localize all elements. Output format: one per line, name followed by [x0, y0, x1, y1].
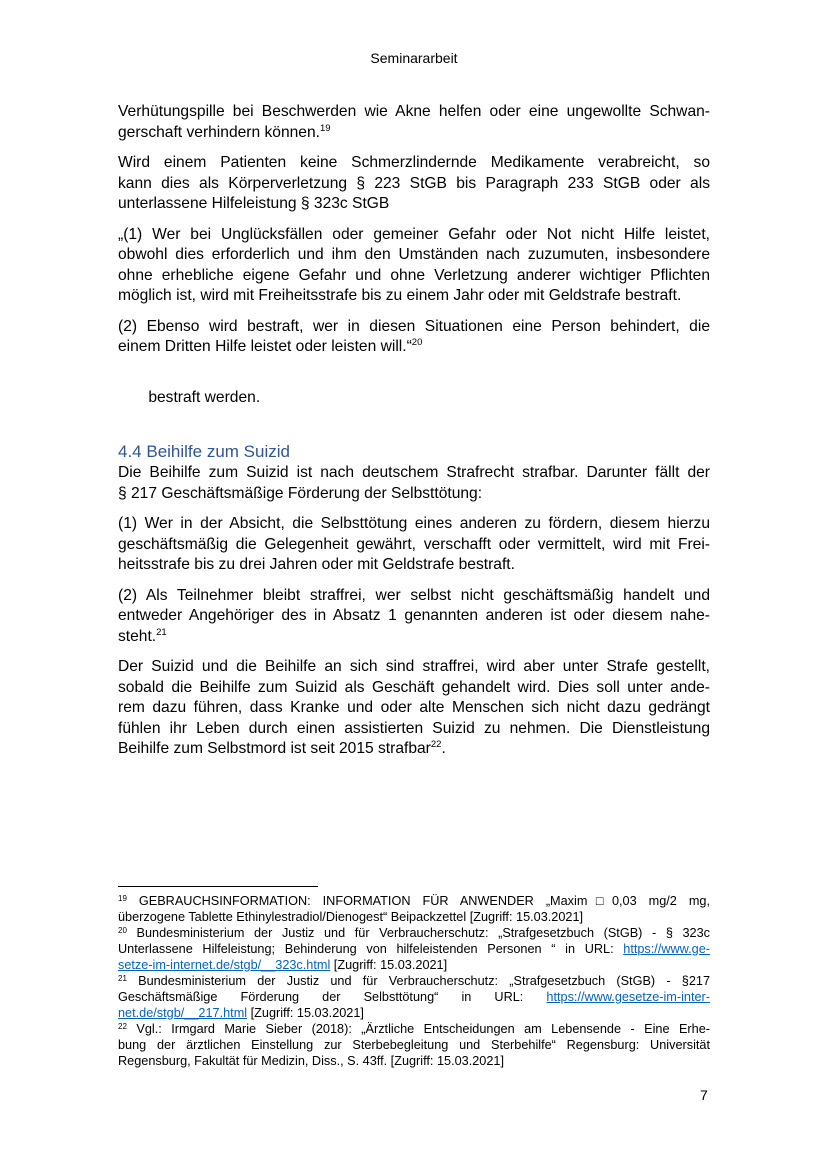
- footnote-19: $^{19}$ GEBRAUCHSINFORMATION: INFORMATION FÜR ANWENDER „Maxim□0,03 mg/2 mg, überzogene Tablette Ethinylestradiol/Dienogest“ Beipackzettel [Zugriff: 15.03.2021]: [118, 894, 710, 924]
- footnote-ref: 22: [430, 739, 442, 750]
- footnotes: [118, 893, 710, 1069]
- page-number: 7: [700, 1087, 708, 1103]
- footnote-ref: 19: [319, 122, 331, 134]
- paragraph: (1) Wer in der Absicht, die Selbsttötung eines anderen zu fördern, diesem hierzu geschäftsmäßig die Gelegenheit gewährt, verschafft oder vermittelt, wird mit Frei- heitsstrafe bis zu drei Jahren oder mit Geldstrafe bestraft.: [118, 515, 710, 573]
- footnote-ref: 20: [411, 337, 423, 348]
- footnote-link[interactable]: setze-im-internet.de/stgb/__323c.html: [118, 958, 331, 972]
- paragraph: (2) Als Teilnehmer bleibt straffrei, wer selbst nicht geschäftsmäßig handelt und entweder Angehöriger des in Absatz 1 genannten anderen ist oder diesem nahe- steht.$^{21}$: [118, 586, 710, 645]
- footnote-ref: 21: [156, 626, 167, 638]
- quote-paragraph: „(1) Wer bei Unglücksfällen oder gemeiner Gefahr oder Not nicht Hilfe leistet, obwohl dies erforderlich und ihm den Umständen nach zuzumuten, insbesondere ohne erhebliche eigene Gefahr und ohne Verletzung anderer wichtiger Pflichten möglich ist, wird mit Freiheitsstrafe bis zu einem Jahr oder mit Geldstrafe bestraft.: [118, 225, 710, 304]
- footnote-link[interactable]: https://www.ge-: [623, 942, 710, 956]
- footnote-22: $^{22}$ Vgl.: Irmgard Marie Sieber (2018): „Ärztliche Entscheidungen am Lebensende - Eine Erhe- bung der ärztlichen Einstellung zur Sterbebegleitung und Sterbehilfe“ Regensburg: Universität Regensburg, Fakultät für Medizin, Diss., S. 43ff. [Zugriff: 15.03.2021]: [118, 1022, 710, 1068]
- footnote-link[interactable]: net.de/stgb/__217.html: [118, 1006, 248, 1020]
- body-text: [118, 102, 710, 770]
- quote-paragraph: (2) Ebenso wird bestraft, wer in diesen Situationen eine Person behindert, die einem Dritten Hilfe leistet oder leisten will.“$^{20}$: [118, 317, 710, 355]
- footnote-link[interactable]: https://www.gesetze-im-inter-: [546, 990, 710, 1004]
- paragraph: Wird einem Patienten keine Schmerzlindernde Medikamente verabreicht, so kann dies als Körperverletzung § 223 StGB bis Paragraph 233 StGB oder als unterlassene Hilfeleistung § 323c StGB: [118, 154, 710, 212]
- paragraph: Verhütungspille bei Beschwerden wie Akne helfen oder eine ungewollte Schwan- gerschaft verhindern können.$^{19}$: [118, 103, 710, 141]
- footnote-separator: [118, 886, 318, 887]
- paragraph: Die Beihilfe zum Suizid ist nach deutschem Strafrecht strafbar. Darunter fällt der § 217 Geschäftsmäßige Förderung der Selbsttötung:: [118, 464, 710, 502]
- page-header: Seminararbeit: [370, 50, 458, 66]
- footnote-21: $^{21}$ Bundesministerium der Justiz und für Verbraucherschutz: „Strafgesetzbuch (StGB) - §217 Geschäftsmäßige Förderung der Selbsttötung“ in URL: https://www.gesetze-im-inter- net.de/stgb/__217.html [Zugriff: 15.03.2021]: [118, 974, 710, 1020]
- paragraph: bestraft werden.: [144, 389, 261, 406]
- footnote-20: $^{20}$ Bundesministerium der Justiz und für Verbraucherschutz: „Strafgesetzbuch (StGB) - § 323c Unterlassene Hilfeleistung; Behinderung von hilfeleistenden Personen “ in URL: https://www.ge- setze-im-internet.de/stgb/__323c.html [Zugriff: 15.03.2021]: [118, 926, 710, 972]
- section-heading: 4.4 Beihilfe zum Suizid: [118, 442, 290, 461]
- paragraph: Der Suizid und die Beihilfe an sich sind straffrei, wird aber unter Strafe gestellt, sobald die Beihilfe zum Suizid als Geschäft gehandelt wird. Dies soll unter ande- rem dazu führen, dass Kranke und oder alte Menschen sich nicht dazu gedrängt fühlen ihr Leben durch einen assistierten Suizid zu nehmen. Die Dienstleistung Beihilfe zum Selbstmord ist seit 2015 strafbar$^{22}$.: [118, 658, 710, 757]
